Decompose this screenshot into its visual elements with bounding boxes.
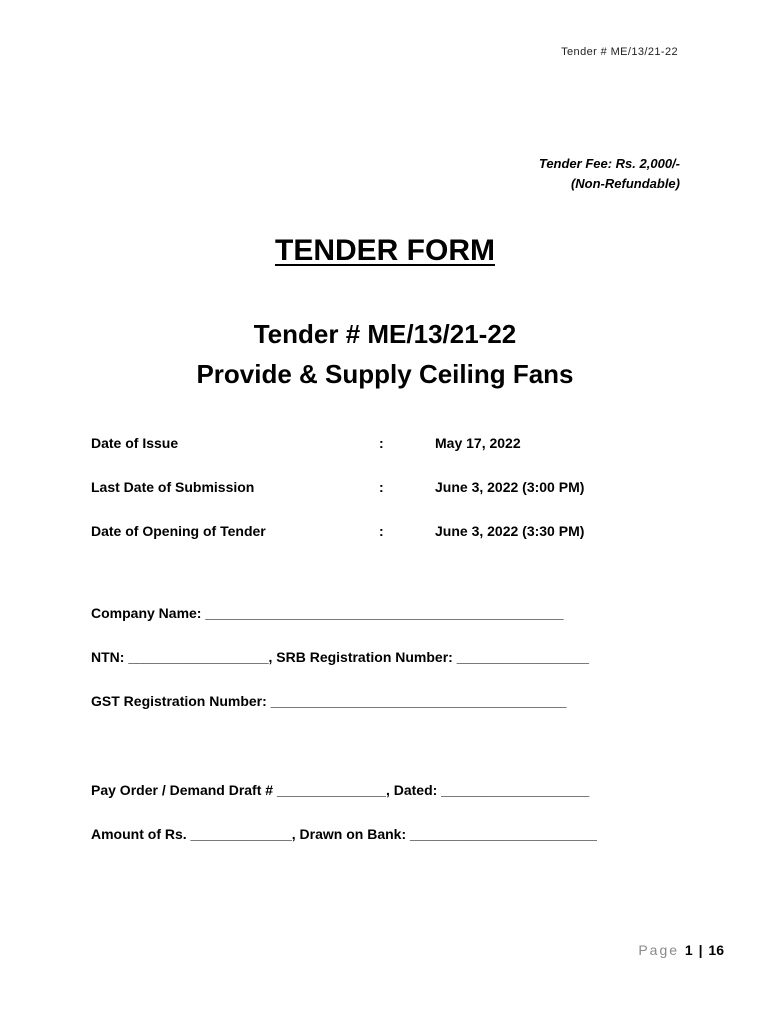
date-row-issue xyxy=(91,435,691,479)
page-word: Page xyxy=(638,942,680,958)
date-row-submission xyxy=(91,479,691,523)
tender-fee-block xyxy=(539,154,680,194)
date-row-opening xyxy=(91,523,691,567)
date-value: June 3, 2022 (3:30 PM) xyxy=(435,523,585,539)
tender-subject: Provide & Supply Ceiling Fans xyxy=(196,359,574,389)
current-page: 1 xyxy=(684,942,693,958)
dates-table xyxy=(91,435,691,567)
amount-bank-field[interactable]: Amount of Rs. _____________, Drawn on Bank: ________________________ xyxy=(91,826,597,842)
date-value: June 3, 2022 (3:00 PM) xyxy=(435,479,585,495)
date-value: May 17, 2022 xyxy=(435,435,521,451)
date-label: Last Date of Submission xyxy=(91,479,255,495)
page-number xyxy=(638,942,724,958)
tender-number: Tender # ME/13/21-22 xyxy=(253,319,517,349)
total-pages: 16 xyxy=(708,942,724,958)
tender-fee-note: (Non-Refundable) xyxy=(570,176,680,191)
date-separator: : xyxy=(379,479,384,495)
date-separator: : xyxy=(379,523,384,539)
date-separator: : xyxy=(379,435,384,451)
form-fields xyxy=(91,605,654,870)
company-name-field[interactable]: Company Name: ______________________________________________ xyxy=(91,605,564,621)
date-label: Date of Opening of Tender xyxy=(91,523,266,539)
header-tender-reference: Tender # ME/13/21-22 xyxy=(561,46,678,58)
page-title: TENDER FORM xyxy=(275,234,495,267)
page-separator: | xyxy=(698,942,703,958)
gst-registration-field[interactable]: GST Registration Number: ______________________________________ xyxy=(91,693,567,709)
date-label: Date of Issue xyxy=(91,435,179,451)
tender-fee-amount: Tender Fee: Rs. 2,000/- xyxy=(538,156,680,171)
ntn-srb-field[interactable]: NTN: __________________, SRB Registration Number: _________________ xyxy=(91,649,590,665)
tender-heading xyxy=(0,314,770,394)
pay-order-field[interactable]: Pay Order / Demand Draft # ______________, Dated: ___________________ xyxy=(91,782,590,798)
